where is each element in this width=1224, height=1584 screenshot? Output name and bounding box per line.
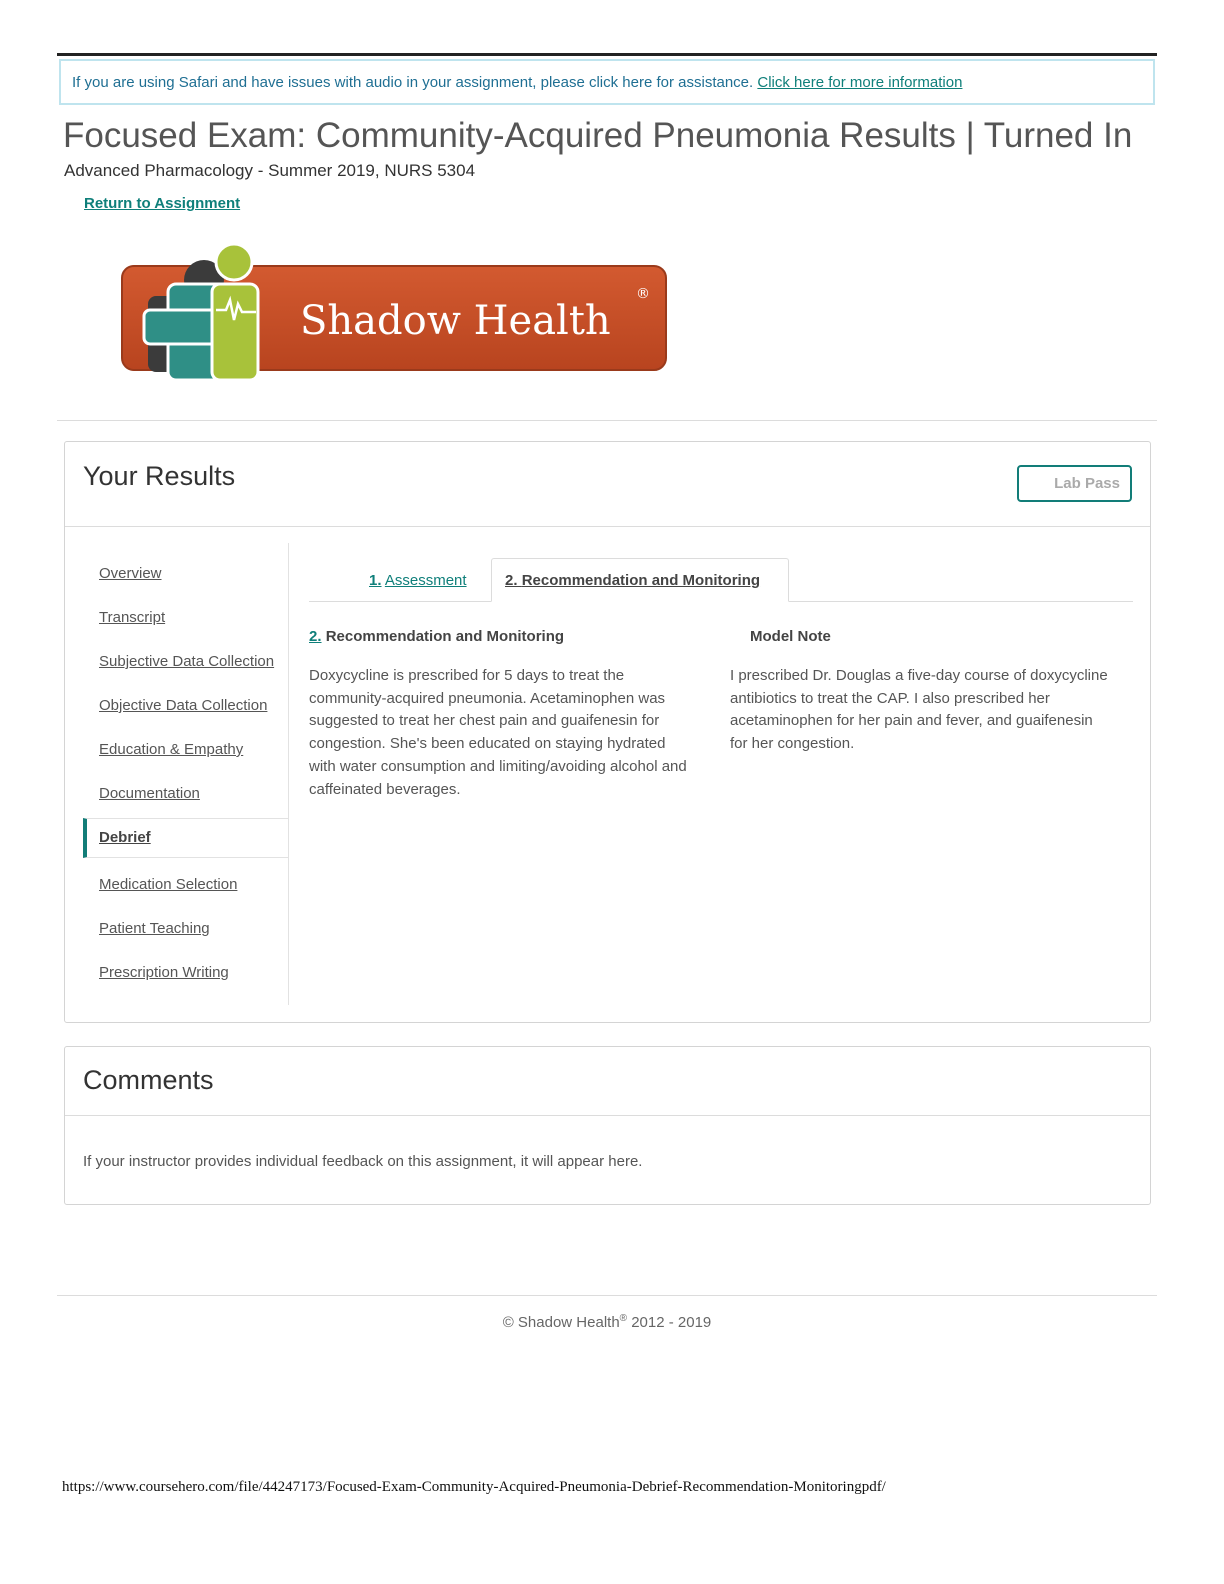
section-number: 2. bbox=[309, 628, 322, 645]
tab-assessment-number: 1. bbox=[369, 572, 382, 589]
nav-medication-selection[interactable]: Medication Selection bbox=[99, 876, 238, 893]
footer-copyright: © Shadow Health bbox=[502, 1314, 620, 1331]
nav-patient-teaching[interactable]: Patient Teaching bbox=[99, 920, 210, 937]
results-header bbox=[65, 442, 1150, 527]
student-note-line: congestion. She's been educated on staying hydrated bbox=[309, 735, 666, 753]
student-note bbox=[309, 665, 687, 801]
student-note-line: suggested to treat her chest pain and guaifenesin for bbox=[309, 712, 660, 730]
nav-transcript[interactable]: Transcript bbox=[99, 609, 166, 626]
alert-more-info-link[interactable]: Click here for more information bbox=[757, 74, 963, 91]
nav-education-empathy[interactable]: Education & Empathy bbox=[99, 741, 244, 758]
student-note-line: with water consumption and limiting/avoiding alcohol and bbox=[309, 757, 687, 775]
course-subtitle: Advanced Pharmacology - Summer 2019, NURS 5304 bbox=[64, 161, 476, 180]
model-note-line: for her congestion. bbox=[730, 735, 855, 753]
results-title: Your Results bbox=[83, 461, 236, 491]
tab-assessment[interactable] bbox=[369, 572, 467, 589]
student-note-line: community-acquired pneumonia. Acetaminophen was bbox=[309, 689, 666, 707]
nav-objective-data-collection[interactable]: Objective Data Collection bbox=[99, 697, 268, 714]
model-note bbox=[730, 665, 1108, 756]
nav-documentation[interactable]: Documentation bbox=[99, 785, 200, 802]
comments-title: Comments bbox=[83, 1065, 214, 1095]
tab-recommendation-label: Recommendation and Monitoring bbox=[521, 572, 761, 589]
section-heading-label: Recommendation and Monitoring bbox=[325, 628, 565, 645]
results-sidebar bbox=[83, 543, 289, 1005]
nav-overview[interactable]: Overview bbox=[99, 565, 162, 582]
top-rule bbox=[57, 53, 1157, 56]
footer-divider bbox=[57, 1295, 1157, 1296]
tab-assessment-label: Assessment bbox=[384, 572, 467, 589]
section-heading bbox=[309, 628, 564, 645]
nav-subjective-data-collection[interactable]: Subjective Data Collection bbox=[99, 653, 275, 670]
alert-text: If you are using Safari and have issues with audio in your assignment, please click here for assistance. bbox=[72, 74, 754, 91]
nav-prescription-writing[interactable]: Prescription Writing bbox=[99, 964, 229, 981]
footer bbox=[0, 1313, 1214, 1331]
model-note-line: antibiotics to treat the CAP. I also prescribed her bbox=[730, 689, 1050, 707]
results-panel bbox=[64, 441, 1151, 1023]
footer-years: 2012 - 2019 bbox=[627, 1314, 712, 1331]
student-note-line: caffeinated beverages. bbox=[309, 780, 461, 798]
student-note-line: Doxycycline is prescribed for 5 days to treat the bbox=[309, 667, 625, 684]
tab-recommendation-number: 2. bbox=[505, 572, 518, 589]
model-note-line: acetaminophen for her pain and fever, and guaifenesin bbox=[730, 712, 1093, 730]
registered-mark: ® bbox=[636, 286, 650, 302]
footer-registered: ® bbox=[619, 1313, 628, 1324]
model-note-heading: Model Note bbox=[750, 628, 831, 645]
nav-debrief-label: Debrief bbox=[99, 829, 151, 846]
comments-panel bbox=[64, 1046, 1151, 1205]
page-url: https://www.coursehero.com/file/44247173/Focused-Exam-Community-Acquired-Pneumonia-Debrief-Recommendation-Monitoringpdf/ bbox=[62, 1479, 886, 1495]
safari-alert bbox=[59, 59, 1155, 105]
divider bbox=[57, 420, 1157, 421]
return-to-assignment-link[interactable]: Return to Assignment bbox=[84, 195, 241, 212]
page-title: Focused Exam: Community-Acquired Pneumonia Results | Turned In bbox=[63, 116, 1133, 155]
shadow-health-logo bbox=[118, 240, 670, 390]
logo-wordmark: Shadow Health bbox=[300, 298, 611, 344]
model-note-line: I prescribed Dr. Douglas a five-day course of doxycycline bbox=[730, 667, 1108, 684]
tab-recommendation-monitoring[interactable] bbox=[491, 558, 789, 602]
lab-pass-button[interactable]: Lab Pass bbox=[1017, 465, 1132, 502]
comments-header bbox=[65, 1047, 1150, 1116]
nav-debrief[interactable] bbox=[83, 818, 288, 858]
comments-body: If your instructor provides individual feedback on this assignment, it will appear here. bbox=[83, 1153, 643, 1170]
